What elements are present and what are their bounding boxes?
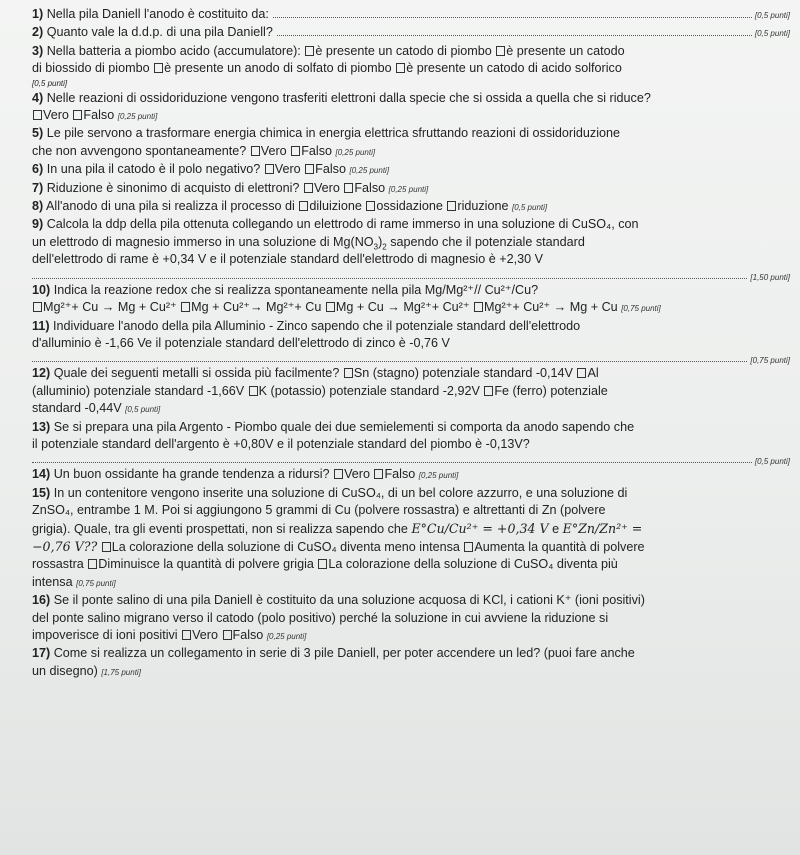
- points-label: [0,25 punti]: [117, 112, 158, 122]
- question-5: [32, 125, 790, 161]
- checkbox[interactable]: [577, 368, 586, 378]
- option-label: Vero: [43, 108, 69, 123]
- question-number: 16): [32, 593, 51, 608]
- option-label: Mg + Cu²⁺→ Mg²⁺+ Cu: [191, 300, 322, 315]
- points-label: [0,5 punti]: [754, 457, 790, 467]
- answer-dots: [32, 461, 752, 463]
- checkbox[interactable]: [318, 559, 327, 569]
- question-text: un elettrodo di magnesio immerso in una soluzione di Mg(NO: [32, 234, 374, 249]
- question-text: che non avvengono spontaneamente?: [32, 143, 247, 158]
- option-label: Mg + Cu → Mg²⁺+ Cu²⁺: [335, 300, 470, 315]
- points-label: [0,25 punti]: [349, 166, 390, 176]
- question-text: sapendo che il potenziale standard: [390, 234, 585, 249]
- question-9: 9) Calcola la ddp della pila ottenuta collegando un elettrodo di rame immerso in una soluzione di CuSO₄, con un elettrodo di magnesio immerso in una soluzione di $Mg(NO_3)_2$ sapendo che il potenziale standard dell'elettrodo di rame è +0,34 V e il potenziale standard dell'elettrodo di magnesio è +2,30 V: [32, 217, 639, 267]
- option-label: è presente un anodo di solfato di piombo: [164, 61, 392, 76]
- checkbox[interactable]: [33, 302, 42, 312]
- question-text: Come si realizza un collegamento in serie di 3 pile Daniell, per poter accendere un led? (puoi fare anche: [53, 646, 635, 661]
- question-text: Indica la reazione redox che si realizza spontaneamente nella pila Mg/Mg²⁺// Cu²⁺/Cu?: [53, 282, 539, 297]
- points-label: [0,5 punti]: [125, 405, 161, 415]
- checkbox-vero[interactable]: [265, 164, 274, 174]
- question-text: Nella pila Daniell l'anodo è costituito da:: [46, 7, 269, 21]
- question-10-options: [32, 299, 790, 317]
- question-3: [32, 43, 790, 90]
- question-text: del ponte salino migrano verso il catodo (polo positivo) perché la soluzione in cui avviene la riduzione si: [32, 610, 609, 625]
- option-label: è presente un catodo: [506, 43, 625, 58]
- option-label: La colorazione della soluzione di CuSO₄ diventa più: [328, 557, 618, 572]
- question-4: [32, 90, 790, 126]
- question-6: [32, 161, 790, 179]
- question-15: [32, 485, 790, 592]
- question-14: [32, 466, 790, 484]
- points-label: [0,25 punti]: [335, 147, 376, 157]
- option-label: standard -0,44V: [32, 401, 122, 416]
- question-text: In un contenitore vengono inserite una soluzione di CuSO₄, di un bel colore azzurro, e una soluzione di: [53, 485, 628, 500]
- question-text: Individuare l'anodo della pila Alluminio - Zinco sapendo che il potenziale standard dell'elettrodo: [53, 318, 581, 333]
- question-number: 10): [32, 282, 51, 297]
- option-label: intensa: [32, 574, 73, 589]
- question-text: Riduzione è sinonimo di acquisto di elettroni?: [46, 180, 300, 195]
- checkbox[interactable]: [299, 201, 308, 211]
- option-label: K (potassio) potenziale standard -2,92V: [258, 383, 480, 398]
- option-label: Vero: [274, 162, 301, 177]
- checkbox-falso[interactable]: [223, 630, 232, 640]
- option-label: è presente un catodo di acido solforico: [406, 61, 622, 76]
- option-label: di biossido di piombo: [32, 61, 150, 76]
- checkbox[interactable]: [181, 302, 190, 312]
- checkbox[interactable]: [305, 46, 314, 56]
- points-label: [1,75 punti]: [101, 667, 141, 677]
- formula-e-cu: E°Cu/Cu²⁺ = +0,34 V: [411, 520, 549, 536]
- question-2: [32, 24, 790, 42]
- option-label: è presente un catodo di piombo: [315, 43, 492, 58]
- question-number: 9): [32, 217, 44, 232]
- points-label: [0,5 punti]: [754, 11, 790, 20]
- answer-line-13[interactable]: [32, 453, 790, 466]
- checkbox-falso[interactable]: [73, 110, 82, 120]
- checkbox-falso[interactable]: [374, 469, 383, 479]
- points-label: [0,75 punti]: [76, 578, 116, 588]
- points-label: [0,5 punti]: [32, 78, 68, 88]
- option-label: Vero: [344, 467, 370, 482]
- question-17: [32, 645, 790, 681]
- checkbox[interactable]: [484, 386, 493, 396]
- option-label: diluizione: [309, 199, 362, 214]
- checkbox-falso[interactable]: [344, 183, 353, 193]
- option-label: Falso: [384, 467, 416, 482]
- question-text: Se si prepara una pila Argento - Piombo quale dei due semielementi si comporta da anodo sapendo che: [53, 419, 635, 434]
- points-label: [0,5 punti]: [511, 203, 548, 213]
- question-number: 3): [32, 43, 44, 58]
- checkbox[interactable]: [249, 386, 258, 396]
- option-label: Sn (stagno) potenziale standard -0,14V: [353, 366, 573, 381]
- checkbox[interactable]: [326, 302, 335, 312]
- question-11: [32, 318, 790, 353]
- answer-line-11[interactable]: [32, 352, 790, 365]
- answer-dots: [32, 277, 747, 279]
- checkbox[interactable]: [366, 201, 375, 211]
- question-number: 1): [32, 7, 44, 21]
- answer-line-9[interactable]: [32, 269, 790, 282]
- checkbox-vero[interactable]: [334, 469, 343, 479]
- question-text: Calcola la ddp della pila ottenuta collegando un elettrodo di rame immerso in una soluzione di CuSO₄, con: [46, 217, 639, 232]
- question-number: 2): [32, 25, 44, 40]
- checkbox[interactable]: [447, 201, 456, 211]
- points-label: [0,25 punti]: [388, 184, 429, 194]
- checkbox-vero[interactable]: [251, 146, 260, 156]
- question-text: Le pile servono a trasformare energia chimica in energia elettrica sfruttando reazioni di ossidoriduzione: [46, 126, 621, 141]
- option-label: rossastra: [32, 557, 84, 572]
- answer-line: [277, 34, 752, 36]
- question-number: 13): [32, 419, 51, 434]
- option-label: Falso: [83, 108, 115, 123]
- answer-dots: [32, 360, 747, 362]
- question-text: Un buon ossidante ha grande tendenza a ridursi?: [53, 467, 330, 482]
- checkbox[interactable]: [474, 302, 483, 312]
- question-10: [32, 282, 790, 299]
- question-number: 5): [32, 126, 44, 141]
- option-label: Vero: [260, 143, 287, 158]
- answer-line: [273, 16, 752, 18]
- question-number: 15): [32, 485, 51, 500]
- question-13: [32, 419, 790, 454]
- option-label: riduzione: [457, 199, 509, 214]
- checkbox-vero[interactable]: [33, 110, 42, 120]
- checkbox-vero[interactable]: [182, 630, 191, 640]
- question-text: impoverisce di ioni positivi: [32, 628, 178, 642]
- checkbox[interactable]: [102, 542, 111, 552]
- points-label: [1,50 punti]: [750, 272, 790, 282]
- option-label: La colorazione della soluzione di CuSO₄ diventa meno intensa: [111, 539, 460, 554]
- conjunction: e: [552, 521, 560, 536]
- question-number: 6): [32, 162, 44, 177]
- option-label: Falso: [315, 162, 346, 177]
- checkbox[interactable]: [154, 63, 163, 73]
- question-text: Nelle reazioni di ossidoriduzione vengono trasferiti elettroni dalla specie che si ossida a quella che si riduce?: [46, 90, 651, 105]
- formula-value: −0,76 V??: [32, 538, 98, 554]
- option-label: Aumenta la quantità di polvere: [474, 539, 645, 554]
- checkbox[interactable]: [88, 559, 97, 569]
- checkbox[interactable]: [344, 368, 353, 378]
- option-label: (alluminio) potenziale standard -1,66V: [32, 383, 245, 398]
- option-label: Vero: [192, 628, 219, 642]
- question-text: grigia). Quale, tra gli eventi prospettati, non si realizza sapendo che: [32, 521, 408, 536]
- option-label: ossidazione: [376, 199, 443, 214]
- points-label: [0,25 punti]: [266, 632, 307, 641]
- question-text: In una pila il catodo è il polo negativo?: [46, 162, 261, 177]
- question-text: All'anodo di una pila si realizza il processo di: [46, 199, 295, 214]
- question-text: dell'elettrodo di rame è +0,34 V e il potenziale standard dell'elettrodo di magnesio è +2,30 V: [32, 252, 543, 267]
- option-label: Diminuisce la quantità di polvere grigia: [98, 557, 314, 572]
- option-label: Fe (ferro) potenziale: [494, 383, 608, 398]
- question-12: [32, 365, 790, 418]
- question-text: un disegno): [32, 663, 98, 678]
- question-16: [32, 592, 790, 645]
- question-number: 12): [32, 366, 51, 381]
- question-7: [32, 180, 790, 198]
- option-label: Mg²⁺+ Cu²⁺ → Mg + Cu: [484, 300, 618, 315]
- question-text: Se il ponte salino di una pila Daniell è costituito da una soluzione acquosa di KCl, i cationi K⁺ (ioni positivi): [53, 593, 645, 608]
- question-text: Nella batteria a piombo acido (accumulatore):: [46, 43, 301, 58]
- points-label: [0,25 punti]: [418, 471, 459, 481]
- checkbox[interactable]: [464, 542, 473, 552]
- question-number: 4): [32, 90, 44, 105]
- question-text: il potenziale standard dell'argento è +0,80V e il potenziale standard del piombo è -0,13V?: [32, 436, 530, 451]
- checkbox-falso[interactable]: [305, 164, 314, 174]
- question-1: [32, 6, 790, 24]
- option-label: Falso: [301, 143, 332, 158]
- question-number: 14): [32, 467, 51, 482]
- question-text: Quanto vale la d.d.p. di una pila Daniell?: [46, 25, 273, 40]
- question-number: 8): [32, 199, 44, 214]
- checkbox[interactable]: [496, 46, 505, 56]
- option-label: Mg²⁺+ Cu → Mg + Cu²⁺: [43, 300, 177, 315]
- points-label: [0,75 punti]: [621, 304, 661, 314]
- formula-e-zn: E°Zn/Zn²⁺ =: [562, 520, 643, 536]
- question-text: Quale dei seguenti metalli si ossida più facilmente?: [53, 366, 340, 381]
- points-label: [0,5 punti]: [754, 29, 790, 39]
- option-label: Al: [587, 366, 599, 381]
- question-text: ZnSO₄, entrambe 1 M. Poi si aggiungono 5 grammi di Cu (polvere rossastra) e altrettanti di Zn (polvere: [32, 503, 606, 518]
- points-label: [0,75 punti]: [750, 356, 790, 366]
- question-text: d'alluminio è -1,66 Ve il potenziale standard dell'elettrodo di zinco è -0,76 V: [32, 335, 450, 350]
- question-number: 17): [32, 646, 51, 661]
- checkbox-falso[interactable]: [291, 146, 300, 156]
- option-label: Vero: [313, 180, 340, 195]
- question-number: 7): [32, 180, 44, 195]
- checkbox-vero[interactable]: [304, 183, 313, 193]
- option-label: Falso: [354, 180, 386, 195]
- question-8: [32, 198, 790, 216]
- checkbox[interactable]: [396, 63, 405, 73]
- question-number: 11): [32, 318, 50, 333]
- option-label: Falso: [232, 628, 264, 642]
